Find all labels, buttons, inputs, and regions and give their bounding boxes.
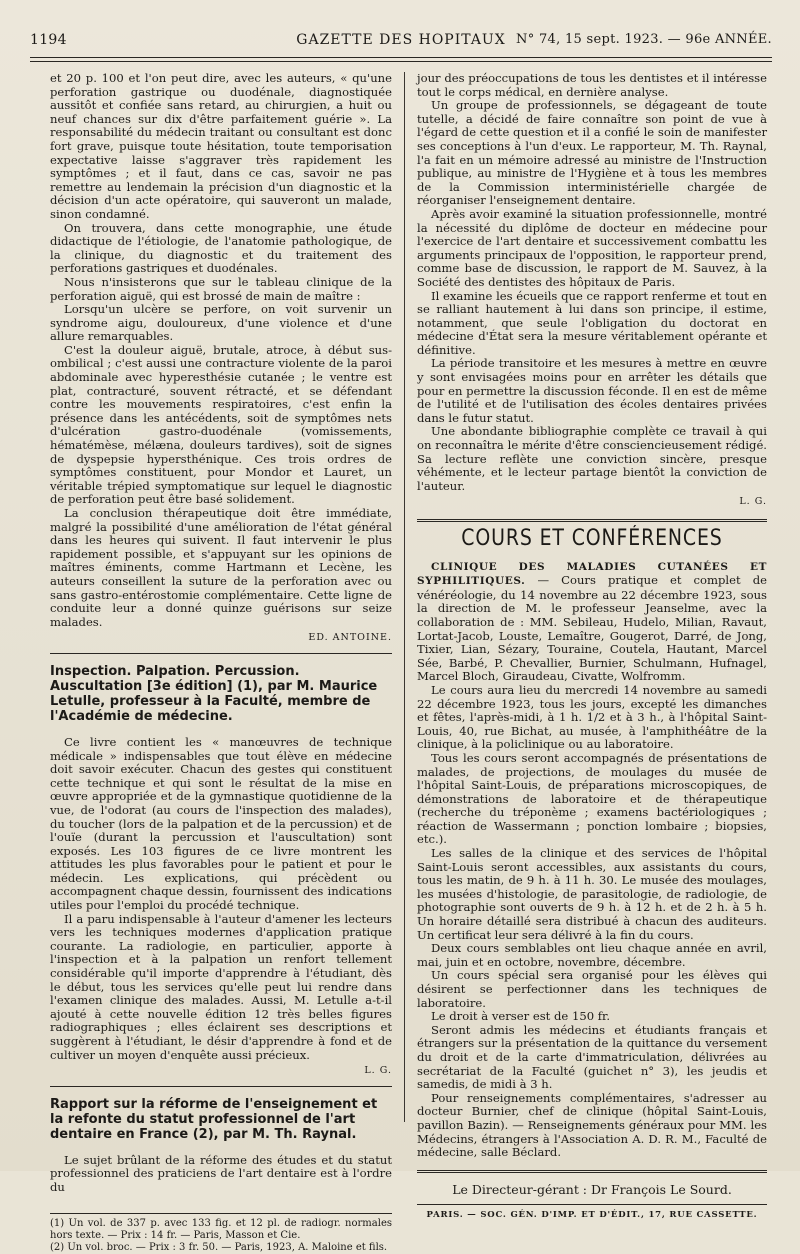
review2-paragraph: Il a paru indispensable à l'auteur d'amener les lecteurs vers les techniques modernes d'application pratique courante. La radiologie, en particulier, apporte à l'inspection et à la palpation un renfort tellement considérable qu'il importe d'apprendre à l'étudiant, dès le début, tous les services qu'elle peut lui rendre dans l'examen clinique des malades. Aussi, M. Letulle a-t-il ajouté à cette nouvelle édition 12 très belles figures radiographiques ; elles éclairent ses descriptions et suggèrent à l'étudiant, le désir d'apprendre à fond et de cultiver un moyen d'enquête aussi précieux. — [50, 911, 392, 1062]
review3-paragraph: Un groupe de professionnels, se dégageant de toute tutelle, a décidé de faire connaître son point de vue à l'égard de cette question et il a confié le soin de manifester ses conceptions à l'un d'eux. Le rapporteur, M. Th. Raynal, l'a fait en un mémoire adressé au ministre de l'Instruction publique, au ministre de l'Hygiène et à tous les membres de la Commission interministérielle chargée de réorganiser l'enseignement dentaire. — [417, 98, 767, 208]
right-column — [417, 71, 767, 1221]
left-column — [50, 71, 392, 1253]
footnote-1: (1) Un vol. de 337 p. avec 133 fig. et 12 pl. de radiogr. normales hors texte. — Prix : 14 fr. — Paris, Masson et Cie. — [50, 1217, 392, 1241]
review2-paragraph: Ce livre contient les « manœuvres de technique médicale » indispensables que tout élève en médecine doit savoir exécuter. Chacun des gestes qui constituent cette technique et qui sont le résultat de la mise en œuvre appropriée et de la gymnastique quotidienne de la vue, de l'odorat (au cours de l'inspection des malades), du toucher (lors de la palpation et de la percussion) et de l'ouïe (durant la percussion et l'auscultation) sont exposés. Les 103 figures de ce livre montrent les attitudes les plus favorables pour le patient et pour le médecin. Les explications, qui précèdent ou accompagnent chaque dessin, fournissent des indications utiles pour l'emploi du procédé technique. — [50, 734, 392, 913]
footnotes — [50, 1213, 392, 1254]
page-header — [30, 26, 772, 56]
review1-paragraph: C'est la douleur aiguë, brutale, atroce, à début sus-ombilical ; c'est aussi une contracture violente de la paroi abdominale avec hyperesthésie cutanée ; le ventre est plat, contracturé, souvent rétracté, et se défendant contre les mouvements respiratoires, c'est enfin la présence dans les antécédents, soit de symptômes nets d'ulcération gastro-duodénale (vomissements, hématémèse, mélæna, douleurs tardives), soit de signes de dyspepsie hypersthénique. Ces trois ordres de symptômes constituent, pour Mondor et Lauret, un véritable trépied symptomatique sur lequel le diagnostic de perforation peut être basé solidement. — [50, 342, 392, 507]
journal-title: GAZETTE DES HOPITAUX — [296, 32, 506, 48]
review1-paragraph: et 20 p. 100 et l'on peut dire, avec les auteurs, « qu'une perforation gastrique ou duodénale, diagnostiquée aussitôt et confiée sans retard, au chirurgien, a huit ou neuf chances sur dix d'être parfaitement guérie ». La responsabilité du médecin traitant ou consultant est donc fort grave, puisque toute hésitation, toute temporisation expectative laisse s'aggraver très rapidement les symptômes ; et il faut, dans ce cas, savoir ne pas remettre au lendemain la précision d'un diagnostic et la décision d'un acte opératoire, qui sauveront un malade, sinon condamné. — [50, 71, 392, 221]
review1-signature: ED. ANTOINE. — [308, 632, 392, 644]
banner-rule-top — [417, 519, 767, 522]
review3-title: Rapport sur la réforme de l'enseignement et la refonte du statut professionnel de l'art dentaire en France (2), par M. Th. Raynal. — [50, 1096, 378, 1142]
review3-paragraph: La période transitoire et les mesures à mettre en œuvre y sont envisagées moins pour en arrêter les détails que pour en permettre la discussion féconde. Il en est de même de l'utilité et de l'utilisation des écoles dentaires privées dans le futur statut. — [417, 356, 767, 425]
review1-paragraph: Lorsqu'un ulcère se perfore, on voit survenir un syndrome aigu, douloureux, d'une violence et d'une allure remarquables. — [50, 302, 392, 344]
course-lead: — Cours pratique et complet de vénéréologie, du 14 novembre au 22 décembre 1923, sous la direction de M. le professeur Jeanselme, avec la collaboration de : MM. Sebileau, Hudelo, Milian, Ravaut, Lortat-Jacob, Louste, Lemaître, Gougerot, Darré, de Jong, Tixier, Lian, Sézary, Touraine, Coutela, Hautant, Marcel Sée, Barbé, P. Chevallier, Burnier, Schulmann, Hufnagel, Marcel Bloch, Giraudeau, Civatte, Wolfromm. — [417, 573, 767, 684]
footer-rule-thin — [417, 1204, 767, 1205]
footnote-rule — [50, 1213, 392, 1214]
section-rule — [50, 1086, 392, 1087]
director-line: Le Directeur-gérant : Dr François Le Sourd. — [452, 1181, 732, 1197]
review3-paragraph: Après avoir examiné la situation professionnelle, montré la nécessité du diplôme de docteur en médecine pour l'exercice de l'art dentaire et successivement combattu les arguments principaux de l'opposition, le rapporteur prend, comme base de discussion, le rapport de M. Sauvez, à la Société des dentistes des hôpitaux de Paris. — [417, 206, 767, 289]
printer-line: PARIS. — SOC. GÉN. D'IMP. ET D'ÉDIT., 17, RUE CASSETTE. — [426, 1210, 758, 1221]
course-paragraph: Les salles de la clinique et des services de l'hôpital Saint-Louis seront accessibles, aux assistants du cours, tous les matin, de 9 h. à 11 h. 30. Le musée des moulages, les musées d'histologie, de parasitologie, de radiologie, de photographie sont ouverts de 9 h. à 12 h. et de 2 h. à 5 h. Un horaire détaillé sera distribué à chacun des auditeurs. Un certificat leur sera délivré à la fin du cours. — [417, 846, 767, 942]
page-number: 1194 — [30, 32, 67, 48]
section-rule — [50, 653, 392, 654]
review2-signature: L. G. — [364, 1065, 392, 1077]
course-paragraph: Le droit à verser est de 150 fr. — [431, 1009, 611, 1024]
course-paragraph: Seront admis les médecins et étudiants français et étrangers sur la présentation de la quittance du versement du droit et de la carte d'immatriculation, délivrées au secrétariat de la Faculté (guichet n° 3), les jeudis et samedis, de midi à 3 h. — [417, 1022, 767, 1092]
review1-paragraph: La conclusion thérapeutique doit être immédiate, malgré la possibilité d'une amélioration de l'état général dans les heures qui suivent. Il faut intervenir le plus rapidement possible, et s'appuyant sur les opinions de maîtres éminents, comme Hartmann et Lecène, les auteurs conseillent la suture de la perforation avec ou sans gastro-entérostomie complémentaire. Cette ligne de conduite leur a donné quinze guérisons sur seize malades. — [50, 506, 392, 629]
review3-signature: L. G. — [739, 496, 767, 508]
review3-paragraph: Le sujet brûlant de la réforme des études et du statut professionnel des praticiens de l'art dentaire est à l'ordre du — [50, 1152, 392, 1194]
column-divider — [404, 72, 405, 1122]
course-title: CLINIQUE DES MALADIES CUTANÉES ET SYPHILITIQUES. — [417, 560, 767, 588]
footnote-2: (2) Un vol. broc. — Prix : 3 fr. 50. — Paris, 1923, A. Maloine et fils. — [50, 1241, 388, 1253]
course-paragraph: Pour renseignements complémentaires, s'adresser au docteur Burnier, chef de clinique (hôpital Saint-Louis, pavillon Bazin). — Renseignements généraux pour MM. les Médecins, étrangers à l'Association A. D. R. M., Faculté de médecine, salle Béclard. — [417, 1090, 767, 1160]
header-rule-bottom — [30, 61, 772, 62]
review3-paragraph: jour des préoccupations de tous les dentistes et il intéresse tout le corps médical, en dernière analyse. — [417, 71, 767, 99]
course-paragraph: Un cours spécial sera organisé pour les élèves qui désirent se perfectionner dans les techniques de laboratoire. — [417, 968, 767, 1010]
course-paragraph: Le cours aura lieu du mercredi 14 novembre au samedi 22 décembre 1923, tous les jours, excepté les dimanches et fêtes, l'après-midi, à 1 h. 1/2 et à 3 h., à l'hôpital Saint-Louis, 40, rue Bichat, au musée, à l'amphithéâtre de la clinique, à la policlinique ou au laboratoire. — [417, 682, 767, 752]
review3-paragraph: Il examine les écueils que ce rapport renferme et tout en se ralliant hautement à lui dans son principe, il estime, notamment, que seule l'obligation du doctorat en médecine d'État sera la mesure véritablement opérante et définitive. — [417, 288, 767, 357]
header-rule-top — [30, 57, 772, 58]
issue-info: N° 74, 15 sept. 1923. — 96e ANNÉE. — [516, 32, 772, 47]
course-paragraph: Tous les cours seront accompagnés de présentations de malades, de projections, de moulages du musée de l'hôpital Saint-Louis, de préparations microscopiques, de démonstrations de laboratoire et de thérapeutique (recherche du tréponème ; examens bactériologiques ; réaction de Wassermann ; ponction lombaire ; biopsies, etc.). — [417, 750, 767, 847]
section-banner: COURS ET CONFÉRENCES — [461, 526, 723, 551]
review1-paragraph: Nous n'insisterons que sur le tableau clinique de la perforation aiguë, qui est brossé de main de maître : — [50, 274, 392, 303]
course-heading — [417, 560, 767, 684]
review2-title: Inspection. Palpation. Percussion. Auscultation [3e édition] (1), par M. Maurice Letulle, professeur à la Faculté, membre de l'Académie de médecine. — [50, 663, 378, 724]
review3-paragraph: Une abondante bibliographie complète ce travail à qui on reconnaîtra le mérite d'être consciencieusement rédigé. Sa lecture reflète une conviction sincère, presque véhémente, et le lecteur partage bientôt la conviction de l'auteur. — [417, 424, 767, 493]
review1-paragraph: On trouvera, dans cette monographie, une étude didactique de l'étiologie, de l'anatomie pathologique, de la clinique, du diagnostic et du traitement des perforations gastriques et duodénales. — [50, 220, 392, 276]
course-paragraph: Deux cours semblables ont lieu chaque année en avril, mai, juin et en octobre, novembre, décembre. — [417, 941, 767, 969]
footer-rule — [417, 1170, 767, 1173]
